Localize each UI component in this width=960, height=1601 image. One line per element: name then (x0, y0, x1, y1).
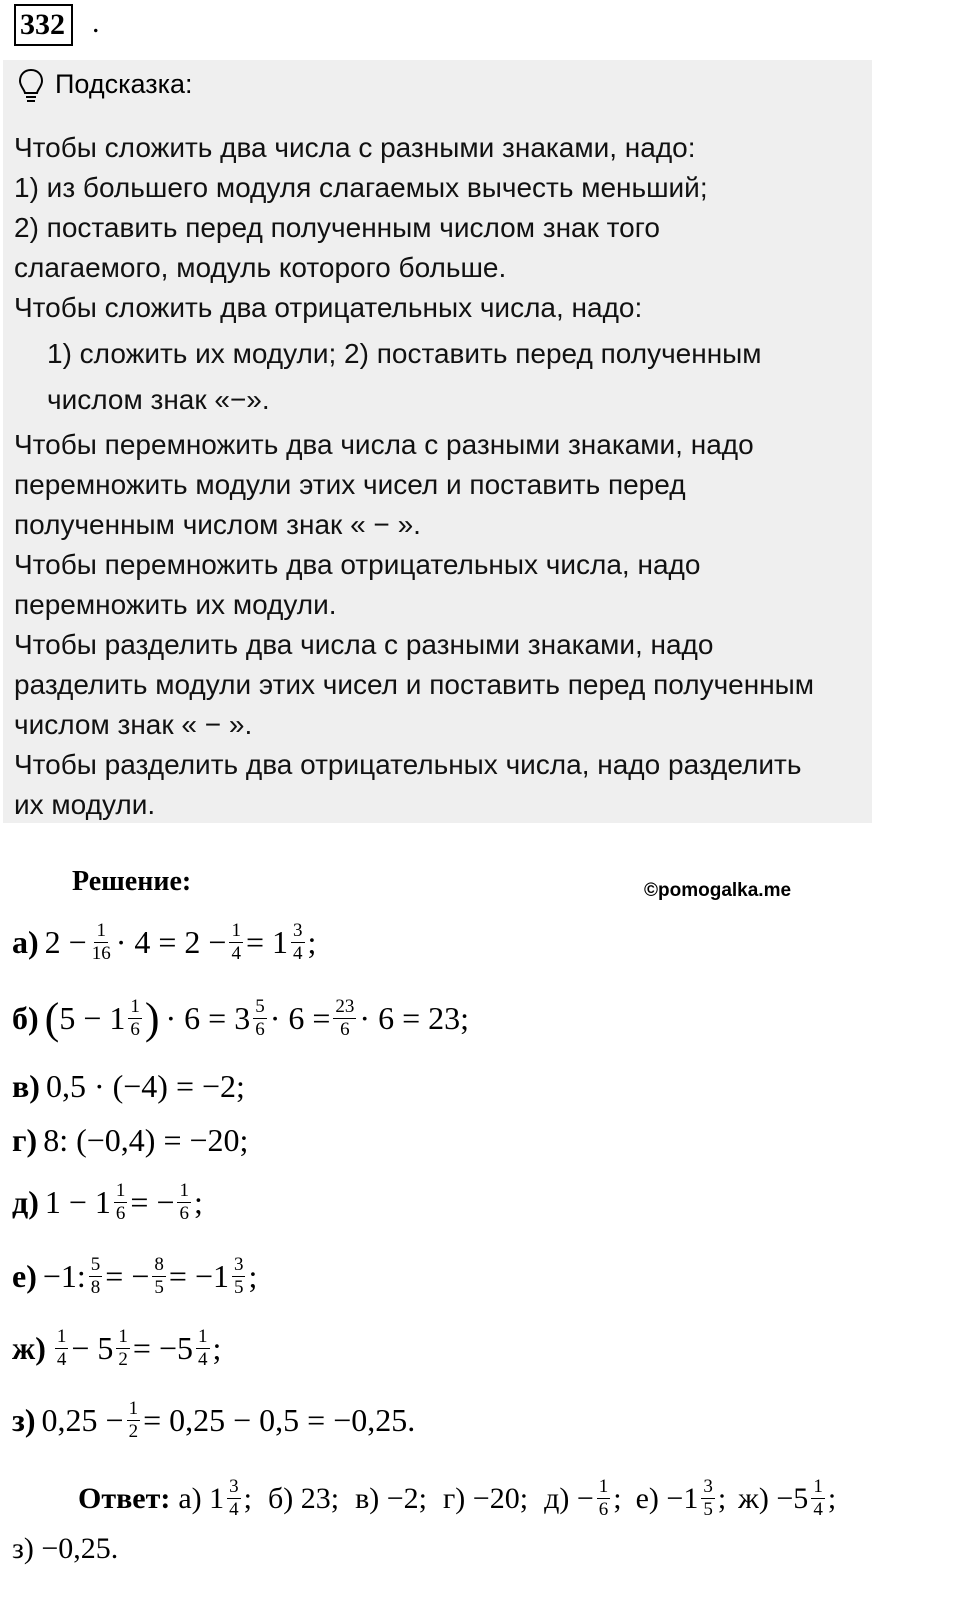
denominator: 6 (179, 1203, 189, 1224)
task-number: 332 (14, 4, 73, 46)
numerator: 1 (198, 1326, 208, 1347)
fraction (227, 1476, 241, 1521)
answer-part: г) −20; (443, 1481, 529, 1515)
fraction (177, 1180, 191, 1225)
numerator: 23 (335, 996, 355, 1017)
solution-row-e (12, 1254, 257, 1299)
expr-part: · 6 = 23; (359, 1000, 470, 1036)
answer-part: е) −1 (635, 1481, 699, 1515)
hint-line: числом знак «−». (47, 384, 270, 415)
expr-part: 1 − 1 (44, 1184, 111, 1220)
hint-line: Чтобы разделить два отрицательных числа, надо разделить (14, 749, 802, 780)
fraction (196, 1326, 210, 1371)
fraction (114, 1180, 128, 1225)
expr-part: = − (130, 1184, 175, 1220)
expr-part: = −1 (168, 1258, 229, 1294)
solution-row-g (12, 1122, 248, 1159)
numerator: 1 (231, 920, 241, 941)
solution-row-zh (12, 1326, 221, 1371)
answer-tail: з) −0,25. (12, 1532, 119, 1565)
numerator: 1 (118, 1326, 128, 1347)
hint-line: 1) сложить их модули; 2) поставить перед полученным (47, 338, 762, 369)
expr-part: − 5 (71, 1330, 114, 1366)
hint-line: Чтобы сложить два отрицательных числа, надо: (14, 292, 643, 323)
solution-row-a (12, 920, 316, 965)
solution-row-d (12, 1180, 203, 1225)
denominator: 6 (340, 1019, 350, 1040)
expr-part: 2 − (44, 924, 87, 960)
denominator: 4 (293, 943, 303, 964)
fraction (128, 996, 142, 1041)
hint-line: Чтобы перемножить два отрицательных числа, надо (14, 549, 701, 580)
numerator: 8 (154, 1254, 164, 1275)
solution-row-b (12, 993, 470, 1043)
solution-row-z (12, 1398, 415, 1443)
lightbulb-icon (16, 68, 46, 104)
answer-part: ; (827, 1481, 837, 1515)
denominator: 2 (118, 1349, 128, 1370)
numerator: 1 (179, 1180, 189, 1201)
expr-part: 8: (−0,4) = −20; (43, 1122, 249, 1158)
numerator: 1 (130, 996, 140, 1017)
expr-part: ; (212, 1330, 222, 1366)
fraction (701, 1476, 715, 1521)
denominator: 5 (154, 1277, 164, 1298)
hint-line: слагаемого, модуль которого больше. (14, 252, 507, 283)
denominator: 5 (703, 1499, 713, 1520)
hint-line: перемножить их модули. (14, 589, 337, 620)
fraction (232, 1254, 246, 1299)
expr-part: = 1 (245, 924, 288, 960)
answer-label: Ответ: (78, 1481, 171, 1515)
denominator: 8 (90, 1277, 101, 1298)
denominator: 16 (91, 943, 111, 964)
expr-part: −1: (42, 1258, 86, 1294)
answer-part: ; (243, 1481, 252, 1515)
fraction (597, 1476, 611, 1521)
fraction (229, 920, 243, 965)
expr-part: · 4 = 2 − (115, 924, 227, 960)
numerator: 3 (229, 1476, 239, 1497)
expr-part: = −5 (132, 1330, 193, 1366)
fraction (90, 920, 113, 965)
answer-part: ; (613, 1481, 622, 1515)
fraction (116, 1326, 130, 1371)
numerator: 1 (128, 1398, 139, 1419)
hint-line: Чтобы сложить два числа с разными знаками, надо: (14, 132, 696, 163)
numerator: 1 (56, 1326, 67, 1347)
expr-part: · 6 = (269, 1000, 331, 1036)
denominator: 5 (233, 1277, 244, 1298)
row-label: а) (12, 924, 39, 960)
answer-part: б) 23; (267, 1481, 340, 1515)
expr-part: ; (307, 924, 317, 960)
paren-close: ) (144, 993, 160, 1043)
expr-part: = − (105, 1258, 150, 1294)
expr-part: 0,25 − (41, 1402, 124, 1438)
hint-line: перемножить модули этих чисел и поставить перед (14, 469, 686, 500)
hint-line: числом знак « − ». (14, 709, 253, 740)
answer-line (78, 1476, 836, 1521)
denominator: 2 (128, 1421, 139, 1442)
numerator: 1 (96, 920, 106, 941)
solution-row-v (12, 1068, 245, 1105)
numerator: 1 (115, 1180, 126, 1201)
paren-open: ( (44, 993, 60, 1043)
solution-title: Решение: (72, 866, 192, 897)
answer-part: в) −2; (355, 1481, 427, 1515)
hint-title: Подсказка: (55, 69, 193, 99)
hint-line: полученным числом знак « − ». (14, 509, 421, 540)
fraction (89, 1254, 103, 1299)
answer-part: ж) −5 (738, 1481, 809, 1515)
denominator: 4 (198, 1349, 208, 1370)
numerator: 1 (598, 1476, 609, 1497)
row-label: б) (12, 1000, 39, 1036)
fraction (152, 1254, 166, 1299)
answer-part: д) − (544, 1481, 594, 1515)
fraction (127, 1398, 141, 1443)
numerator: 3 (293, 920, 303, 941)
denominator: 6 (255, 1019, 265, 1040)
numerator: 5 (90, 1254, 101, 1275)
fraction (333, 996, 356, 1041)
denominator: 4 (56, 1349, 67, 1370)
row-label: в) (12, 1068, 40, 1104)
denominator: 6 (130, 1019, 140, 1040)
row-label: з) (12, 1402, 36, 1438)
fraction (55, 1326, 69, 1371)
fraction (811, 1476, 825, 1521)
numerator: 1 (813, 1476, 823, 1497)
copyright: ©pomogalka.me (644, 880, 792, 901)
answer-part: а) 1 (178, 1481, 225, 1515)
denominator: 6 (115, 1203, 126, 1224)
expr-part: ; (193, 1184, 203, 1220)
hint-line: их модули. (14, 789, 156, 820)
row-label: е) (12, 1258, 37, 1294)
hint-line: разделить модули этих чисел и поставить перед полученным (14, 669, 815, 700)
denominator: 4 (229, 1499, 239, 1520)
denominator: 4 (813, 1499, 823, 1520)
fraction (291, 920, 305, 965)
denominator: 6 (598, 1499, 609, 1520)
expr-part: = 0,25 − 0,5 = −0,25. (143, 1402, 416, 1438)
task-number-dot: . (92, 6, 100, 39)
expr-part: ; (248, 1258, 258, 1294)
fraction (253, 996, 267, 1041)
expr-part: · 6 = 3 (165, 1000, 251, 1036)
row-label: д) (12, 1184, 39, 1220)
hint-line: Чтобы разделить два числа с разными знаками, надо (14, 629, 714, 660)
denominator: 4 (231, 943, 241, 964)
row-label: г) (12, 1122, 38, 1158)
hint-line: 1) из большего модуля слагаемых вычесть меньший; (14, 172, 708, 203)
expr-part: 5 − 1 (59, 1000, 126, 1036)
answer-part: ; (717, 1481, 727, 1515)
numerator: 5 (255, 996, 265, 1017)
hint-line: 2) поставить перед полученным числом знак того (14, 212, 660, 243)
numerator: 3 (703, 1476, 713, 1497)
expr-part: 0,5 · (−4) = −2; (45, 1068, 245, 1104)
row-label: ж) (12, 1330, 46, 1366)
hint-line: Чтобы перемножить два числа с разными знаками, надо (14, 429, 754, 460)
numerator: 3 (233, 1254, 244, 1275)
